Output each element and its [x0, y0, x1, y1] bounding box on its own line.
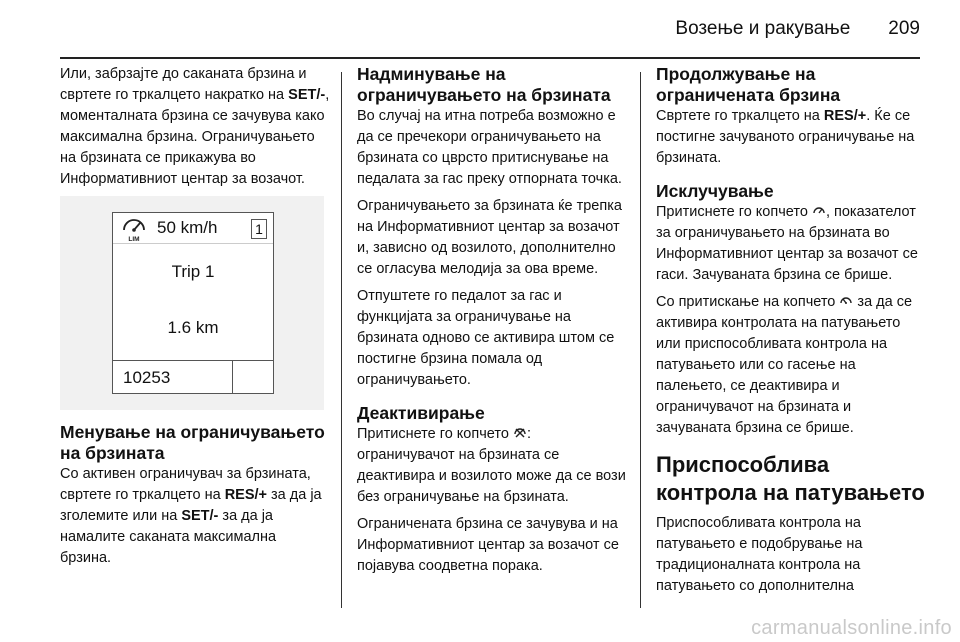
deactivate-paragraph-2: Ограничената брзина се зачувува и на Информативниот центар за возачот се појавува соодветна порака. [357, 516, 619, 574]
column-divider-2 [640, 72, 641, 608]
column-divider-1 [341, 72, 342, 608]
intro-paragraph: Или, забрзајте до саканата брзина и свртете го тркалцето накратко на SET/-, моменталната брзина се зачувува како максимална брзина. Ограничувањето на брзината се прикажува во Информативниот центар за возачот. [60, 66, 330, 187]
exceed-paragraph-1: Во случај на итна потреба возможно е да се пречекори ограничувањето на брзината со цврсто притиснување на педалата за гас преку отпорната точка. [357, 108, 622, 187]
odometer: 10253 [123, 368, 171, 387]
section-change-limit [60, 422, 330, 569]
column-1 [60, 64, 330, 575]
section-deactivate [357, 403, 629, 577]
speed-limiter-button-icon [812, 204, 826, 218]
page-number: 209 [888, 18, 920, 39]
memory-slot-indicator: 1 [251, 219, 267, 239]
display-bottom-row [113, 360, 273, 393]
switch-off-paragraph-1: Притиснете го копчето , показателот за ограничувањето на брзината во Информативниот центар за возачот се гаси. Зачуваната брзина се брише. [656, 204, 918, 283]
running-title: Возење и ракување [675, 18, 851, 39]
column-3 [656, 64, 928, 603]
switch-off-paragraph-2: Со притискање на копчето за да се активира контролата на патувањето или приспособливата контрола на патувањето или со гасење на палењето, се деактивира и ограничувачот на брзината и зачуваната брзина се брише. [656, 294, 913, 436]
trip-distance: 1.6 km [167, 318, 219, 337]
acc-paragraph: Приспособливата контрола на патувањето е подобрување на традиционалната контрола на патувањето со дополнителна [656, 515, 863, 594]
cancel-cruise-icon [513, 426, 527, 440]
bottom-divider [232, 361, 233, 393]
watermark: carmanualsonline.info [751, 617, 952, 639]
exceed-heading: Надминување на ограничувањето на брзината [357, 64, 611, 105]
switch-off-heading: Исклучување [656, 181, 774, 201]
display-top-row [113, 213, 273, 244]
section-resume [656, 64, 928, 169]
page-header [675, 18, 920, 48]
resume-paragraph: Свртете го тркалцето на RES/+. Ќе се постигне зачуваното ограничување на брзината. [656, 108, 915, 166]
section-switch-off [656, 181, 928, 439]
change-heading: Менување на ограничувањето на брзината [60, 422, 325, 463]
deactivate-paragraph-1: Притиснете го копчето : ограничувачот на брзината се деактивира и возилото може да се вози без ограничување на брзината. [357, 426, 626, 505]
resume-heading: Продолжување на ограничената брзина [656, 64, 841, 105]
cruise-control-icon [839, 294, 853, 308]
trip-label: Trip 1 [171, 262, 215, 281]
section-exceed-limit [357, 64, 629, 391]
deactivate-heading: Деактивирање [357, 403, 485, 423]
exceed-paragraph-2: Ограничувањето за брзината ќе трепка на Информативниот центар за возачот и, зависно од возилото, дополнително се огласува мелодија за ова време. [357, 198, 622, 277]
acc-heading: Приспособлива контрола на патувањето [656, 452, 925, 505]
change-paragraph: Со активен ограничувач за брзината, свртете го тркалцето на RES/+ за да ја зголемите или на SET/- за да ја намалите саканата максимална брзина. [60, 466, 322, 566]
speed-limiter-icon [119, 215, 149, 243]
driver-info-display-figure [60, 196, 324, 410]
exceed-paragraph-3: Отпуштете го педалот за гас и функцијата за ограничување на брзината одново се активира штом се постигне брзина помала од ограничувањето. [357, 288, 615, 388]
column-2 [357, 64, 629, 583]
lim-label: LIM [128, 236, 140, 243]
display-panel [112, 212, 274, 394]
limit-speed: 50 km/h [157, 218, 218, 237]
header-rule [60, 57, 920, 59]
